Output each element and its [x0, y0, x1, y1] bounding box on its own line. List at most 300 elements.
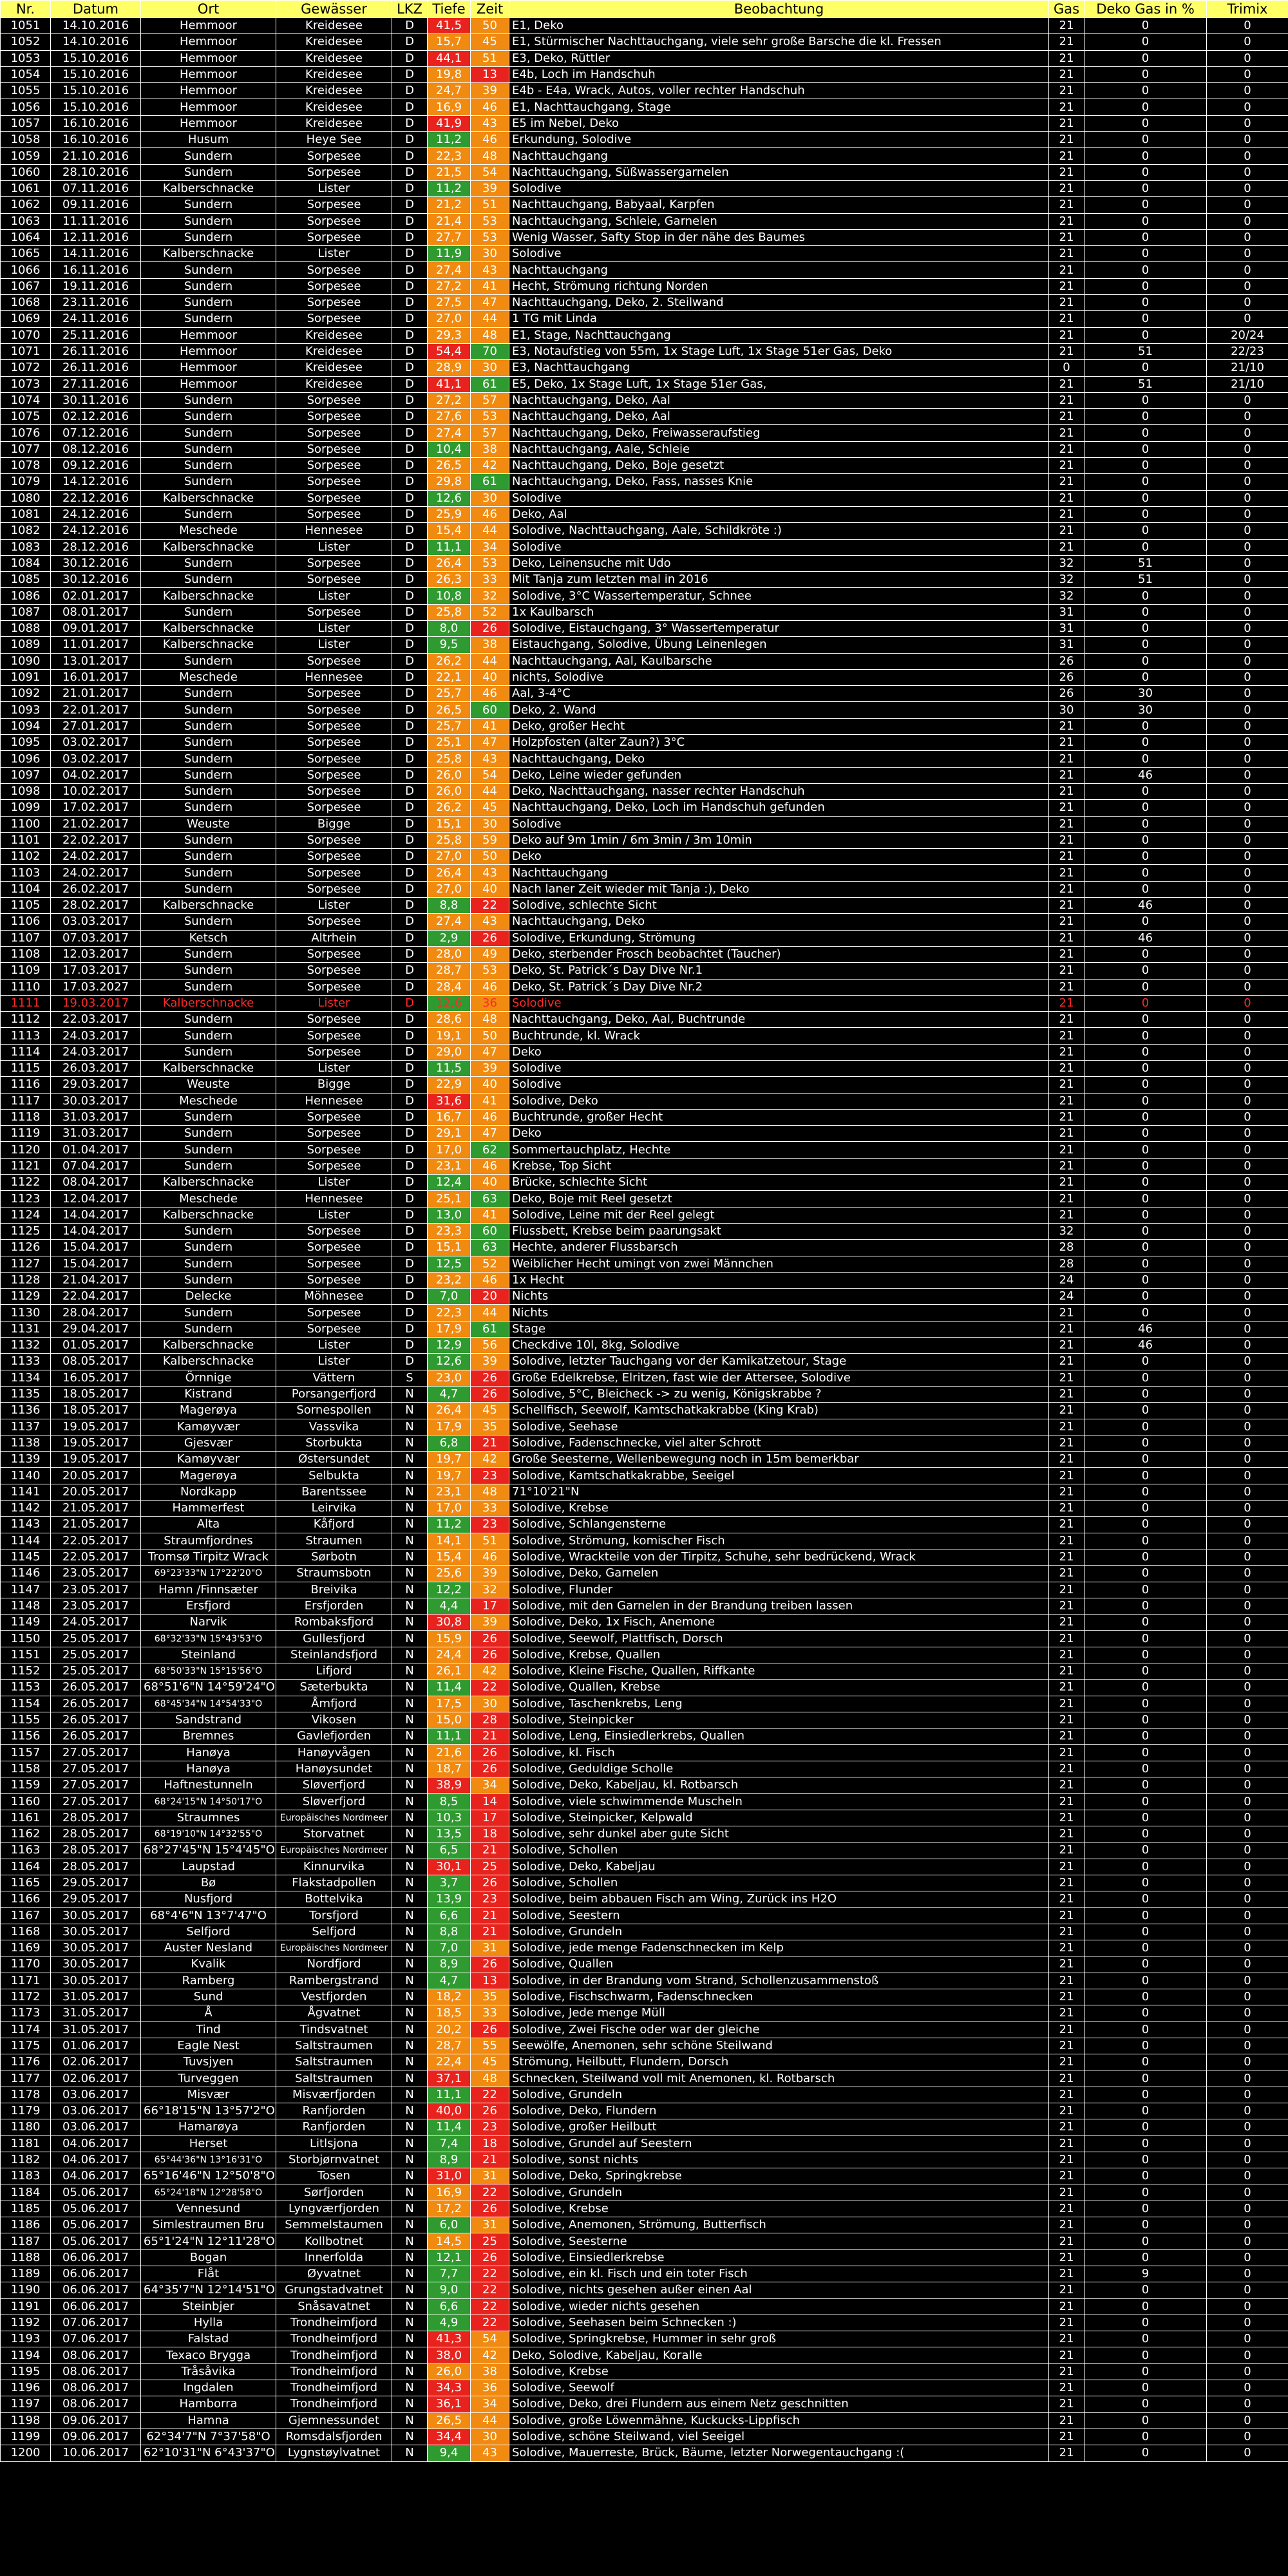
cell-ort: Steinbjer: [141, 2298, 276, 2315]
cell-trimix: 0: [1207, 2266, 1288, 2282]
table-row[interactable]: [1, 376, 1288, 392]
cell-datum: 07.04.2017: [51, 1158, 141, 1174]
cell-beobachtung: Solodive, letzter Tauchgang vor der Kamikatzetour, Stage: [509, 1354, 1049, 1370]
cell-lkz: D: [392, 66, 428, 82]
table-row[interactable]: [1, 555, 1288, 571]
cell-datum: 21.05.2017: [51, 1501, 141, 1517]
cell-gewaesser: Sorpesee: [276, 914, 392, 930]
cell-lkz: S: [392, 1370, 428, 1386]
table-row[interactable]: [1, 1875, 1288, 1891]
cell-datum: 24.12.2016: [51, 506, 141, 522]
table-row[interactable]: [1, 1973, 1288, 1989]
table-row[interactable]: [1, 1126, 1288, 1142]
table-row[interactable]: [1, 1240, 1288, 1256]
table-row[interactable]: [1, 360, 1288, 376]
table-row[interactable]: [1, 849, 1288, 865]
cell-ort: Sundern: [141, 1240, 276, 1256]
cell-trimix: 0: [1207, 1126, 1288, 1142]
cell-ort: Sundern: [141, 783, 276, 799]
cell-datum: 30.05.2017: [51, 1940, 141, 1956]
cell-zeit: 26: [471, 1761, 509, 1777]
cell-nr: 1162: [1, 1826, 51, 1842]
table-row[interactable]: [1, 523, 1288, 539]
table-row[interactable]: [1, 1370, 1288, 1386]
cell-gewaesser: Snåsavatnet: [276, 2298, 392, 2315]
column-header-deko-gas[interactable]: Deko Gas in %: [1084, 1, 1207, 18]
cell-beobachtung: Nachttauchgang, Deko, Loch im Handschuh gefunden: [509, 800, 1049, 816]
table-row[interactable]: [1, 246, 1288, 262]
table-row[interactable]: [1, 2396, 1288, 2412]
cell-trimix: 0: [1207, 1891, 1288, 1908]
cell-datum: 09.12.2016: [51, 458, 141, 474]
cell-deko-gas: 0: [1084, 751, 1207, 767]
cell-zeit: 50: [471, 1028, 509, 1044]
column-header-gas[interactable]: Gas: [1049, 1, 1084, 18]
cell-datum: 08.06.2017: [51, 2347, 141, 2363]
cell-lkz: N: [392, 2315, 428, 2331]
column-header-gewaesser[interactable]: Gewässer: [276, 1, 392, 18]
cell-beobachtung: Solodive, Grundeln: [509, 2087, 1049, 2103]
column-header-beobachtung[interactable]: Beobachtung: [509, 1, 1049, 18]
cell-tiefe: 36,1: [428, 2396, 471, 2412]
cell-ort: Sundern: [141, 229, 276, 245]
cell-deko-gas: 0: [1084, 2363, 1207, 2380]
cell-lkz: D: [392, 800, 428, 816]
table-row[interactable]: [1, 409, 1288, 425]
table-row[interactable]: [1, 2429, 1288, 2445]
table-row[interactable]: [1, 1321, 1288, 1337]
table-row[interactable]: [1, 490, 1288, 506]
table-row[interactable]: [1, 751, 1288, 767]
cell-datum: 21.01.2017: [51, 686, 141, 702]
table-row[interactable]: [1, 2380, 1288, 2396]
cell-trimix: 0: [1207, 637, 1288, 653]
cell-trimix: 0: [1207, 588, 1288, 604]
cell-ort: Hemmoor: [141, 376, 276, 392]
table-row[interactable]: [1, 1517, 1288, 1533]
table-row[interactable]: [1, 1908, 1288, 1924]
cell-datum: 01.05.2017: [51, 1338, 141, 1354]
cell-zeit: 38: [471, 441, 509, 457]
cell-lkz: D: [392, 1272, 428, 1288]
table-row[interactable]: [1, 735, 1288, 751]
cell-lkz: N: [392, 1924, 428, 1940]
table-row[interactable]: [1, 132, 1288, 148]
table-row[interactable]: [1, 311, 1288, 327]
cell-nr: 1089: [1, 637, 51, 653]
cell-gas: 21: [1049, 1875, 1084, 1891]
cell-gas: 21: [1049, 18, 1084, 34]
column-header-ort[interactable]: Ort: [141, 1, 276, 18]
table-row[interactable]: [1, 1549, 1288, 1565]
table-row[interactable]: [1, 2315, 1288, 2331]
cell-gewaesser: Østersundet: [276, 1452, 392, 1468]
cell-lkz: N: [392, 1728, 428, 1745]
cell-tiefe: 27,0: [428, 881, 471, 897]
table-row[interactable]: [1, 1761, 1288, 1777]
cell-lkz: N: [392, 1777, 428, 1794]
cell-nr: 1190: [1, 2282, 51, 2298]
cell-zeit: 52: [471, 1256, 509, 1272]
cell-tiefe: 8,5: [428, 1794, 471, 1810]
table-row[interactable]: [1, 669, 1288, 685]
table-row[interactable]: [1, 2103, 1288, 2119]
table-row[interactable]: [1, 2152, 1288, 2168]
cell-zeit: 22: [471, 2184, 509, 2201]
table-row[interactable]: [1, 1956, 1288, 1973]
cell-zeit: 23: [471, 1517, 509, 1533]
table-row[interactable]: [1, 572, 1288, 588]
cell-ort: Flåt: [141, 2266, 276, 2282]
table-row[interactable]: [1, 2282, 1288, 2298]
table-row[interactable]: [1, 2119, 1288, 2136]
table-row[interactable]: [1, 1891, 1288, 1908]
table-row[interactable]: [1, 881, 1288, 897]
cell-beobachtung: Große Edelkrebse, Elritzen, fast wie der Attersee, Solodive: [509, 1370, 1049, 1386]
cell-deko-gas: 0: [1084, 1028, 1207, 1044]
cell-datum: 30.05.2017: [51, 1956, 141, 1973]
table-row[interactable]: [1, 18, 1288, 34]
table-row[interactable]: [1, 1810, 1288, 1826]
table-row[interactable]: [1, 506, 1288, 522]
table-row[interactable]: [1, 588, 1288, 604]
cell-gewaesser: Kreidesee: [276, 115, 392, 131]
cell-lkz: D: [392, 1321, 428, 1337]
table-row[interactable]: [1, 66, 1288, 82]
table-row[interactable]: [1, 604, 1288, 620]
table-row[interactable]: [1, 1256, 1288, 1272]
table-row[interactable]: [1, 1696, 1288, 1712]
table-row[interactable]: [1, 1338, 1288, 1354]
cell-deko-gas: 0: [1084, 2022, 1207, 2038]
cell-nr: 1105: [1, 898, 51, 914]
table-row[interactable]: [1, 229, 1288, 245]
column-header-nr[interactable]: Nr.: [1, 1, 51, 18]
table-row[interactable]: [1, 2266, 1288, 2282]
table-row[interactable]: [1, 930, 1288, 946]
table-row[interactable]: [1, 1533, 1288, 1549]
table-row[interactable]: [1, 1794, 1288, 1810]
cell-ort: Gjesvær: [141, 1435, 276, 1451]
cell-trimix: 0: [1207, 180, 1288, 196]
table-row[interactable]: [1, 816, 1288, 832]
cell-beobachtung: Schellfisch, Seewolf, Kamtschatkakrabbe (King Krab): [509, 1403, 1049, 1419]
table-row[interactable]: [1, 343, 1288, 359]
table-row[interactable]: [1, 1598, 1288, 1614]
table-row[interactable]: [1, 1077, 1288, 1093]
cell-beobachtung: Solodive, nichts gesehen außer einen Aal: [509, 2282, 1049, 2298]
cell-zeit: 48: [471, 1012, 509, 1028]
cell-datum: 14.04.2017: [51, 1223, 141, 1239]
table-row[interactable]: [1, 1924, 1288, 1940]
table-row[interactable]: [1, 653, 1288, 669]
table-row[interactable]: [1, 1582, 1288, 1598]
table-row[interactable]: [1, 2233, 1288, 2249]
table-row[interactable]: [1, 1989, 1288, 2005]
table-row[interactable]: [1, 2022, 1288, 2038]
cell-zeit: 30: [471, 1696, 509, 1712]
table-row[interactable]: [1, 1207, 1288, 1223]
table-row[interactable]: [1, 963, 1288, 979]
column-header-trimix[interactable]: Trimix: [1207, 1, 1288, 18]
cell-deko-gas: 0: [1084, 2331, 1207, 2347]
cell-zeit: 46: [471, 506, 509, 522]
cell-beobachtung: Solodive, Deko, Kabeljau, kl. Rotbarsch: [509, 1777, 1049, 1794]
cell-zeit: 26: [471, 1386, 509, 1402]
table-row[interactable]: [1, 180, 1288, 196]
table-row[interactable]: [1, 1419, 1288, 1435]
table-row[interactable]: [1, 2087, 1288, 2103]
cell-beobachtung: Solodive, Seesterne: [509, 2233, 1049, 2249]
table-row[interactable]: [1, 2363, 1288, 2380]
cell-tiefe: 25,9: [428, 506, 471, 522]
cell-beobachtung: 1 TG mit Linda: [509, 311, 1049, 327]
table-row[interactable]: [1, 441, 1288, 457]
table-row[interactable]: [1, 1501, 1288, 1517]
table-row[interactable]: [1, 295, 1288, 311]
table-row[interactable]: [1, 1859, 1288, 1875]
table-row[interactable]: [1, 2201, 1288, 2217]
table-row[interactable]: [1, 1191, 1288, 1207]
cell-nr: 1181: [1, 2136, 51, 2152]
cell-lkz: N: [392, 1842, 428, 1859]
cell-zeit: 46: [471, 1109, 509, 1125]
cell-nr: 1133: [1, 1354, 51, 1370]
cell-datum: 15.10.2016: [51, 66, 141, 82]
table-row[interactable]: [1, 2347, 1288, 2363]
cell-gewaesser: Sæterbukta: [276, 1680, 392, 1696]
table-row[interactable]: [1, 995, 1288, 1011]
cell-deko-gas: 0: [1084, 180, 1207, 196]
cell-zeit: 28: [471, 1712, 509, 1728]
table-row[interactable]: [1, 718, 1288, 734]
cell-gas: 21: [1049, 1891, 1084, 1908]
cell-datum: 03.02.2017: [51, 735, 141, 751]
table-row[interactable]: [1, 1777, 1288, 1794]
table-row[interactable]: [1, 1272, 1288, 1288]
table-row[interactable]: [1, 2249, 1288, 2266]
cell-tiefe: 16,9: [428, 99, 471, 115]
cell-deko-gas: 0: [1084, 441, 1207, 457]
cell-tiefe: 13,5: [428, 1826, 471, 1842]
cell-beobachtung: Nachttauchgang, Deko: [509, 751, 1049, 767]
cell-tiefe: 11,1: [428, 1728, 471, 1745]
cell-gewaesser: Sorpesee: [276, 1028, 392, 1044]
cell-datum: 28.10.2016: [51, 164, 141, 180]
table-row[interactable]: [1, 1386, 1288, 1402]
table-row[interactable]: [1, 832, 1288, 848]
table-row[interactable]: [1, 1826, 1288, 1842]
table-row[interactable]: [1, 474, 1288, 490]
table-row[interactable]: [1, 2412, 1288, 2429]
table-row[interactable]: [1, 262, 1288, 278]
cell-trimix: 0: [1207, 506, 1288, 522]
cell-zeit: 33: [471, 2005, 509, 2022]
cell-lkz: N: [392, 2136, 428, 2152]
table-row[interactable]: [1, 2168, 1288, 2184]
cell-tiefe: 12,1: [428, 2249, 471, 2266]
cell-gas: 21: [1049, 1533, 1084, 1549]
column-header-datum[interactable]: Datum: [51, 1, 141, 18]
cell-beobachtung: E3, Deko, Rüttler: [509, 50, 1049, 66]
table-row[interactable]: [1, 2331, 1288, 2347]
table-row[interactable]: [1, 1142, 1288, 1158]
cell-datum: 05.06.2017: [51, 2217, 141, 2233]
table-row[interactable]: [1, 2005, 1288, 2022]
table-row[interactable]: [1, 1012, 1288, 1028]
cell-datum: 19.11.2016: [51, 278, 141, 294]
table-row[interactable]: [1, 99, 1288, 115]
table-row[interactable]: [1, 702, 1288, 718]
table-row[interactable]: [1, 2070, 1288, 2087]
table-row[interactable]: [1, 213, 1288, 229]
table-row[interactable]: [1, 2054, 1288, 2070]
table-row[interactable]: [1, 979, 1288, 995]
table-row[interactable]: [1, 1028, 1288, 1044]
cell-gewaesser: Hennesee: [276, 1191, 392, 1207]
cell-lkz: N: [392, 2266, 428, 2282]
table-row[interactable]: [1, 2298, 1288, 2315]
table-row[interactable]: [1, 1745, 1288, 1761]
table-row[interactable]: [1, 1940, 1288, 1956]
table-row[interactable]: [1, 197, 1288, 213]
table-row[interactable]: [1, 686, 1288, 702]
table-row[interactable]: [1, 539, 1288, 555]
table-row[interactable]: [1, 327, 1288, 343]
table-row[interactable]: [1, 1663, 1288, 1679]
table-row[interactable]: [1, 148, 1288, 164]
cell-tiefe: 30,8: [428, 1615, 471, 1631]
table-row[interactable]: [1, 1175, 1288, 1191]
table-row[interactable]: [1, 1566, 1288, 1582]
cell-gewaesser: Lister: [276, 1354, 392, 1370]
table-row[interactable]: [1, 1158, 1288, 1174]
cell-zeit: 39: [471, 1354, 509, 1370]
cell-ort: Sundern: [141, 197, 276, 213]
cell-datum: 16.11.2016: [51, 262, 141, 278]
cell-ort: Straumnes: [141, 1810, 276, 1826]
table-row[interactable]: [1, 767, 1288, 783]
cell-gewaesser: Lister: [276, 637, 392, 653]
table-row[interactable]: [1, 914, 1288, 930]
table-row[interactable]: [1, 50, 1288, 66]
cell-beobachtung: Nachttauchgang, Deko, Aal: [509, 392, 1049, 408]
table-row[interactable]: [1, 1712, 1288, 1728]
cell-gewaesser: Saltstraumen: [276, 2054, 392, 2070]
column-header-lkz[interactable]: LKZ: [392, 1, 428, 18]
table-row[interactable]: [1, 898, 1288, 914]
cell-ort: Meschede: [141, 523, 276, 539]
cell-datum: 31.03.2017: [51, 1109, 141, 1125]
table-row[interactable]: [1, 1842, 1288, 1859]
cell-lkz: N: [392, 1696, 428, 1712]
cell-gas: 21: [1049, 2249, 1084, 2266]
table-row[interactable]: [1, 1354, 1288, 1370]
table-row[interactable]: [1, 458, 1288, 474]
cell-gewaesser: Trondheimfjord: [276, 2363, 392, 2380]
table-row[interactable]: [1, 800, 1288, 816]
table-row[interactable]: [1, 2038, 1288, 2054]
cell-nr: 1136: [1, 1403, 51, 1419]
cell-nr: 1097: [1, 767, 51, 783]
cell-zeit: 46: [471, 979, 509, 995]
cell-nr: 1178: [1, 2087, 51, 2103]
cell-ort: Magerøya: [141, 1403, 276, 1419]
table-row[interactable]: [1, 278, 1288, 294]
table-row[interactable]: [1, 2217, 1288, 2233]
cell-datum: 09.11.2016: [51, 197, 141, 213]
table-row[interactable]: [1, 1631, 1288, 1647]
cell-deko-gas: 0: [1084, 1435, 1207, 1451]
cell-trimix: 0: [1207, 898, 1288, 914]
table-row[interactable]: [1, 2136, 1288, 2152]
table-row[interactable]: [1, 425, 1288, 441]
table-row[interactable]: [1, 1468, 1288, 1484]
cell-nr: 1140: [1, 1468, 51, 1484]
table-row[interactable]: [1, 1223, 1288, 1239]
table-row[interactable]: [1, 34, 1288, 50]
table-row[interactable]: [1, 392, 1288, 408]
cell-lkz: N: [392, 1501, 428, 1517]
table-row[interactable]: [1, 1403, 1288, 1419]
cell-ort: Sandstrand: [141, 1712, 276, 1728]
cell-tiefe: 12,9: [428, 1338, 471, 1354]
table-row[interactable]: [1, 115, 1288, 131]
table-row[interactable]: [1, 1615, 1288, 1631]
table-row[interactable]: [1, 865, 1288, 881]
table-row[interactable]: [1, 1452, 1288, 1468]
cell-ort: Sundern: [141, 979, 276, 995]
cell-tiefe: 27,4: [428, 914, 471, 930]
table-row[interactable]: [1, 164, 1288, 180]
cell-tiefe: 15,4: [428, 1549, 471, 1565]
table-row[interactable]: [1, 1109, 1288, 1125]
cell-beobachtung: Buchtrunde, kl. Wrack: [509, 1028, 1049, 1044]
table-row[interactable]: [1, 1435, 1288, 1451]
cell-zeit: 21: [471, 1728, 509, 1745]
table-row[interactable]: [1, 1680, 1288, 1696]
table-row[interactable]: [1, 1647, 1288, 1663]
cell-datum: 14.10.2016: [51, 18, 141, 34]
table-row[interactable]: [1, 83, 1288, 99]
cell-zeit: 21: [471, 2152, 509, 2168]
table-row[interactable]: [1, 620, 1288, 636]
table-row[interactable]: [1, 1061, 1288, 1077]
cell-gas: 21: [1049, 1028, 1084, 1044]
table-row[interactable]: [1, 1093, 1288, 1109]
cell-gewaesser: Sørfjorden: [276, 2184, 392, 2201]
table-row[interactable]: [1, 1305, 1288, 1321]
table-row[interactable]: [1, 1728, 1288, 1745]
table-row[interactable]: [1, 783, 1288, 799]
cell-zeit: 47: [471, 1044, 509, 1060]
cell-deko-gas: 0: [1084, 1012, 1207, 1028]
cell-tiefe: 26,0: [428, 2363, 471, 2380]
table-row[interactable]: [1, 1044, 1288, 1060]
table-row[interactable]: [1, 637, 1288, 653]
cell-lkz: N: [392, 2054, 428, 2070]
table-row[interactable]: [1, 946, 1288, 962]
cell-beobachtung: Solodive, sonst nichts: [509, 2152, 1049, 2168]
table-row[interactable]: [1, 1289, 1288, 1305]
column-header-zeit[interactable]: Zeit: [471, 1, 509, 18]
table-row[interactable]: [1, 1484, 1288, 1500]
column-header-tiefe[interactable]: Tiefe: [428, 1, 471, 18]
table-row[interactable]: [1, 2445, 1288, 2461]
cell-ort: Sundern: [141, 751, 276, 767]
table-row[interactable]: [1, 2184, 1288, 2201]
cell-datum: 27.05.2017: [51, 1777, 141, 1794]
